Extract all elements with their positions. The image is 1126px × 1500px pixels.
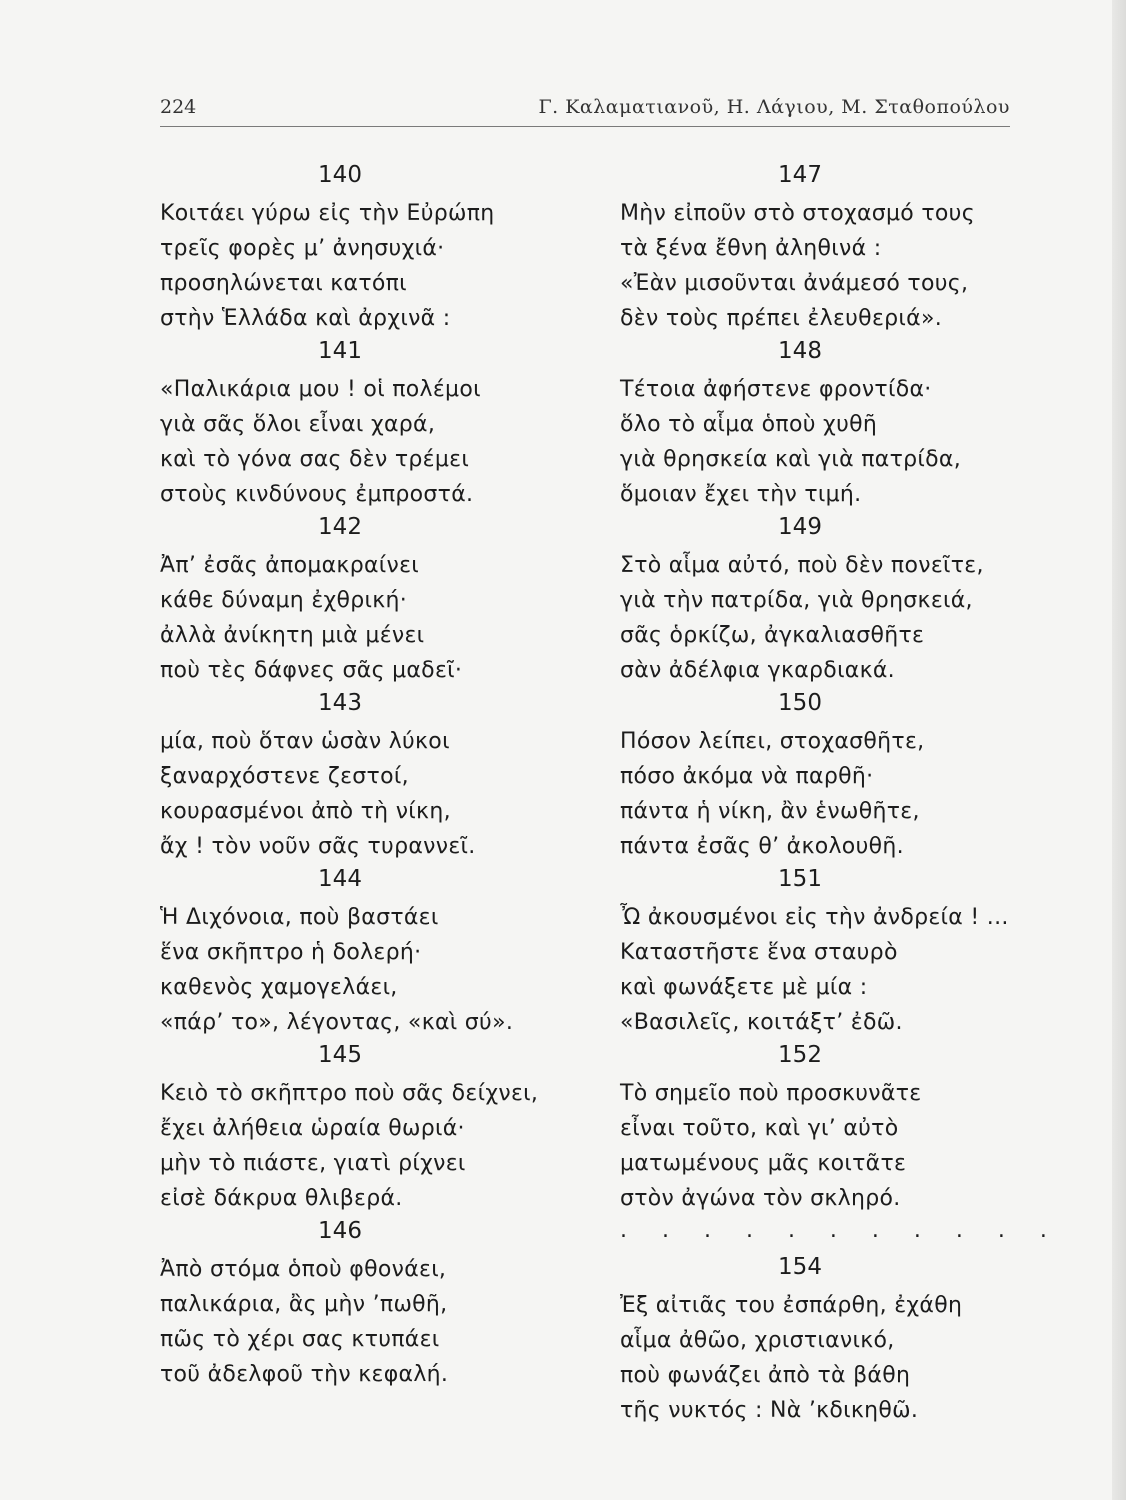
page-header (160, 92, 1010, 127)
verse-line: τοῦ ἀδελφοῦ τὴν κεφαλή. (160, 1362, 449, 1387)
verse-line: Κοιτάει γύρω εἰς τὴν Εὐρώπη (160, 201, 495, 226)
verse-line: γιὰ τὴν πατρίδα, γιὰ θρησκειά, (620, 588, 973, 613)
verse-line: σὰν ἀδέλφια γκαρδιακά. (620, 658, 895, 683)
verse-line: ματωμένους μᾶς κοιτᾶτε (620, 1151, 907, 1176)
verse-line: «Παλικάρια μου ! οἱ πολέμοι (160, 377, 481, 402)
verse-line: Ἡ Διχόνοια, ποὺ βαστάει (160, 905, 439, 930)
verse-line: ἕνα σκῆπτρο ἡ δολερή· (160, 940, 422, 965)
verse-line: Καταστῆστε ἕνα σταυρὸ (620, 940, 898, 965)
stanza (620, 1040, 1020, 1216)
stanza-number: 150 (778, 690, 822, 716)
stanza (160, 688, 560, 864)
verse-line: καθενὸς χαμογελάει, (160, 975, 398, 1000)
verse-line: Ἀπ’ ἐσᾶς ἀπομακραίνει (160, 553, 420, 578)
stanza (620, 688, 1020, 864)
verse-line: σᾶς ὁρκίζω, ἀγκαλιασθῆτε (620, 623, 925, 648)
stanza-number: 149 (778, 514, 822, 540)
verse-line: Τέτοια ἀφήστενε φροντίδα· (620, 377, 932, 402)
verse-line: μία, ποὺ ὅταν ὡσὰν λύκοι (160, 729, 450, 754)
verse-line: πόσο ἀκόμα νὰ παρθῆ· (620, 764, 874, 789)
verse-line: γιὰ σᾶς ὅλοι εἶναι χαρά, (160, 412, 436, 437)
verse-line: εἶναι τοῦτο, καὶ γι’ αὐτὸ (620, 1116, 899, 1141)
stanza (160, 864, 560, 1040)
verse-line: «Βασιλεῖς, κοιτάξτ’ ἐδῶ. (620, 1010, 903, 1035)
stanza-number: 145 (318, 1042, 362, 1068)
verse-line: Στὸ αἷμα αὐτό, ποὺ δὲν πονεῖτε, (620, 553, 984, 578)
verse-line: στὸν ἀγώνα τὸν σκληρό. (620, 1186, 901, 1211)
left-column (160, 160, 560, 1392)
stanza-number: 152 (778, 1042, 822, 1068)
verse-line: Ἀπὸ στόμα ὁποὺ φθονάει, (160, 1257, 447, 1282)
verse-line: πάντα ἐσᾶς θ’ ἀκολουθῆ. (620, 834, 904, 859)
verse-line: εἰσὲ δάκρυα θλιβερά. (160, 1186, 403, 1211)
verse-line: στὴν Ἑλλάδα καὶ ἀρχινᾶ : (160, 306, 451, 331)
verse-line: ξαναρχόστενε ζεστοί, (160, 764, 409, 789)
stanza (160, 512, 560, 688)
verse-line: τῆς νυκτός : Νὰ ’κδικηθῶ. (620, 1398, 919, 1423)
verse-line: ὅλο τὸ αἷμα ὁποὺ χυθῆ (620, 412, 878, 437)
verse-line: κουρασμένοι ἀπὸ τὴ νίκη, (160, 799, 451, 824)
verse-line: ἔχει ἀλήθεια ὡραία θωριά· (160, 1116, 465, 1141)
verse-line: καὶ φωνάξετε μὲ μία : (620, 975, 868, 1000)
verse-line: παλικάρια, ἂς μὴν ’πωθῆ, (160, 1292, 448, 1317)
verse-line: Κειὸ τὸ σκῆπτρο ποὺ σᾶς δείχνει, (160, 1081, 539, 1106)
verse-line: καὶ τὸ γόνα σας δὲν τρέμει (160, 447, 470, 472)
stanza-number: 151 (778, 866, 822, 892)
stanza-number: 141 (318, 338, 362, 364)
stanza-number: 148 (778, 338, 822, 364)
stanza (620, 1252, 1020, 1428)
verse-line: ἀλλὰ ἀνίκητη μιὰ μένει (160, 623, 425, 648)
verse-line: ὅμοιαν ἔχει τὴν τιμή. (620, 482, 862, 507)
page-edge (1112, 0, 1126, 1500)
verse-line: δὲν τοὺς πρέπει ἐλευθεριά». (620, 306, 942, 331)
verse-line: γιὰ θρησκεία καὶ γιὰ πατρίδα, (620, 447, 961, 472)
stanza (620, 512, 1020, 688)
stanza-number: 143 (318, 690, 362, 716)
verse-line: πάντα ἡ νίκη, ἂν ἑνωθῆτε, (620, 799, 920, 824)
right-column (620, 160, 1061, 1428)
stanza (620, 336, 1020, 512)
stanza (160, 336, 560, 512)
stanza-number: 142 (318, 514, 362, 540)
stanza (160, 160, 560, 336)
running-head: Γ. Καλαματιανοῦ, Η. Λάγιου, Μ. Σταθοπούλου (538, 96, 1010, 118)
verse-line: Τὸ σημεῖο ποὺ προσκυνᾶτε (620, 1081, 922, 1106)
verse-line: ἄχ ! τὸν νοῦν σᾶς τυραννεῖ. (160, 834, 476, 859)
stanza (160, 1216, 560, 1392)
stanza-number: 147 (778, 162, 822, 188)
verse-line: «πάρ’ το», λέγοντας, «καὶ σύ». (160, 1010, 514, 1035)
verse-line: ποὺ φωνάζει ἀπὸ τὰ βάθη (620, 1363, 911, 1388)
verse-line: Πόσον λείπει, στοχασθῆτε, (620, 729, 925, 754)
stanza-number: 140 (318, 162, 362, 188)
verse-line: «Ἐὰν μισοῦνται ἀνάμεσό τους, (620, 271, 969, 296)
stanza (620, 160, 1020, 336)
verse-line: στοὺς κινδύνους ἐμπροστά. (160, 482, 474, 507)
verse-line: μὴν τὸ πιάστε, γιατὶ ρίχνει (160, 1151, 466, 1176)
verse-line: αἷμα ἀθῶο, χριστιανικό, (620, 1328, 895, 1353)
verse-line: κάθε δύναμη ἐχθρική· (160, 588, 408, 613)
verse-line: τρεῖς φορὲς μ’ ἀνησυχιά· (160, 236, 445, 261)
verse-line: Ὦ ἀκουσμένοι εἰς τὴν ἀνδρεία ! ... (620, 905, 1009, 930)
verse-line: Μὴν εἰποῦν στὸ στοχασμό τους (620, 201, 975, 226)
verse-line: πῶς τὸ χέρι σας κτυπάει (160, 1327, 440, 1352)
stanza-number: 144 (318, 866, 362, 892)
verse-line: ποὺ τὲς δάφνες σᾶς μαδεῖ· (160, 658, 463, 683)
page-number: 224 (160, 96, 197, 118)
stanza-number: 154 (778, 1254, 822, 1280)
stanza-number: 146 (318, 1218, 362, 1244)
verse-line: Ἐξ αἰτιᾶς του ἐσπάρθη, ἐχάθη (620, 1293, 963, 1318)
omission-dots: . . . . . . . . . . . (620, 1218, 1061, 1243)
stanza (160, 1040, 560, 1216)
verse-line: τὰ ξένα ἔθνη ἀληθινά : (620, 236, 882, 261)
stanza (620, 864, 1020, 1040)
verse-line: προσηλώνεται κατόπι (160, 271, 407, 296)
